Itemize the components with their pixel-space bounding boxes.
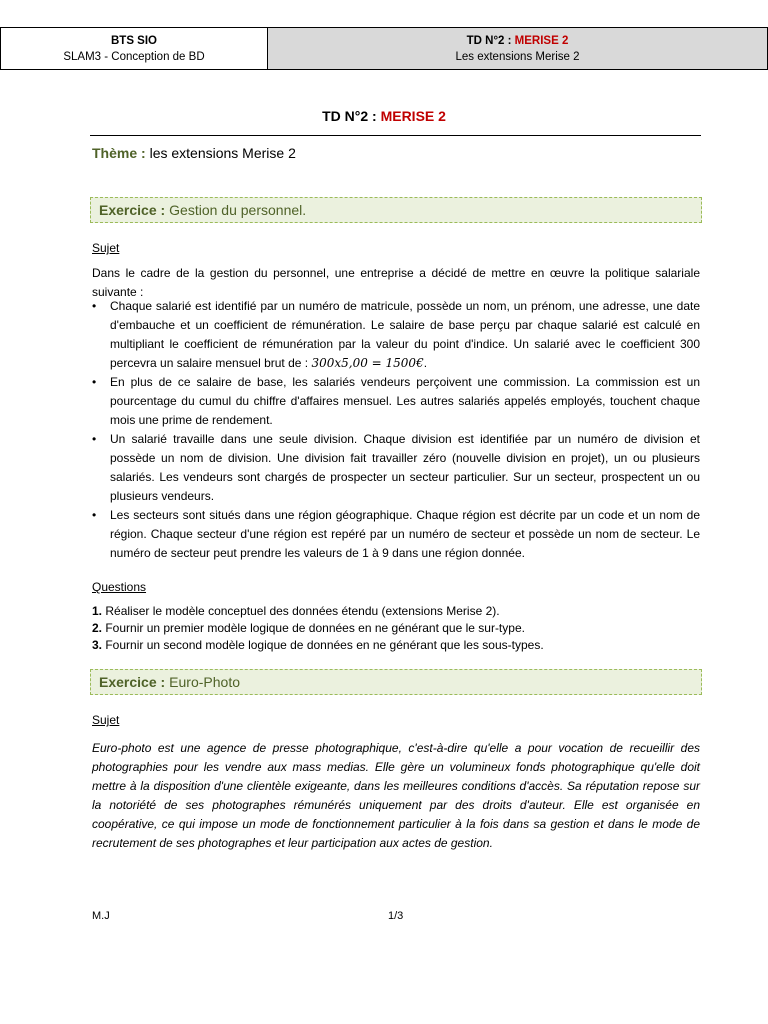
list-item: • Un salarié travaille dans une seule division. Chaque division est identifiée par un numéro de division et possède un nom de division. Une division fait travailler zéro (nouvelle division en projet), un ou plusieurs salariés. Les vendeurs sont chargés de prospecter un secteur particulier. Sur un secteur, prospectent un ou plusieurs vendeurs.	[92, 430, 700, 506]
header-course: BTS SIO	[110, 34, 157, 47]
page-title: TD N°2 : MERISE 2	[322, 108, 446, 124]
exercise1-heading	[90, 197, 702, 223]
header-left-cell	[1, 28, 268, 69]
header-right-cell	[268, 28, 767, 69]
exercise1-questions-label: Questions	[92, 580, 147, 594]
header-td-title: TD N°2 : MERISE 2	[466, 34, 569, 47]
title-divider	[90, 135, 701, 136]
list-item: • En plus de ce salaire de base, les salariés vendeurs perçoivent une commission. La commission est un pourcentage du cumul du chiffre d'affaires mensuel. Les autres salariés appelés employés, touchent chaque mois une prime de rendement.	[92, 373, 700, 430]
exercise1-bullet-list	[92, 297, 700, 563]
exercise2-heading	[90, 669, 702, 695]
list-item: • Chaque salarié est identifié par un numéro de matricule, possède un nom, un prénom, une adresse, une date d'embauche et un coefficient de rémunération. Le salaire de base perçu par chaque salarié est calculé en multipliant le coefficient de rémunération par la valeur du point d'indice. Un salarié avec le coefficient 300 percevra un salaire mensuel brut de : 300x5,00 = 1500€.	[92, 297, 700, 373]
footer-author: M.J	[92, 910, 110, 922]
salary-formula: 300x5,00 = 1500€	[311, 356, 424, 370]
theme-text: les extensions Merise 2	[149, 145, 296, 161]
header-module: SLAM3 - Conception de BD	[63, 50, 205, 63]
exercise1-questions	[92, 603, 700, 654]
list-item: • Les secteurs sont situés dans une région géographique. Chaque région est décrite par un code et un nom de région. Chaque secteur d'une région est repéré par un numéro de secteur et possède un nom de secteur. Le numéro de secteur peut prendre les valeurs de 1 à 9 dans une région donnée.	[92, 506, 700, 563]
exercise1-label: Exercice :	[99, 202, 166, 218]
question-2: 2. Fournir un premier modèle logique de données en ne générant que le sur-type.	[92, 621, 525, 635]
exercise2-name: Euro-Photo	[169, 674, 240, 690]
page-header-table	[0, 27, 768, 70]
header-td-subtitle: Les extensions Merise 2	[455, 50, 580, 63]
theme-label: Thème :	[92, 145, 150, 161]
exercise1-intro: Dans le cadre de la gestion du personnel, une entreprise a décidé de mettre en œuvre la politique salariale suivante :	[92, 266, 700, 299]
exercise2-subject-label: Sujet	[92, 713, 120, 727]
exercise1-name: Gestion du personnel.	[169, 202, 307, 218]
theme-line	[92, 145, 296, 161]
question-1: 1. Réaliser le modèle conceptuel des données étendu (extensions Merise 2).	[92, 604, 500, 618]
exercise2-text: Euro-photo est une agence de presse photographique, c'est-à-dire qu'elle a pour vocation de recueillir des photographies pour les vendre aux mass medias. Elle gère un volumineux fonds photographique qu'elle doit mettre à la disposition d'une clientèle exigeante, dans les meilleures conditions d'accès. Sa réputation repose sur la notoriété de ses photographes rémunérés uniquement par des droits d'auteur. Elle est organisée en coopérative, ce qui impose un mode de fonctionnement particulier à la fois dans sa gestion et dans le mode de recrutement de ses photographes et leur participation aux actes de gestion.	[92, 741, 700, 850]
exercise1-subject-label: Sujet	[92, 241, 120, 255]
exercise2-label: Exercice :	[99, 674, 166, 690]
footer-page-number: 1/3	[388, 910, 404, 922]
question-3: 3. Fournir un second modèle logique de données en ne générant que les sous-types.	[92, 638, 544, 652]
